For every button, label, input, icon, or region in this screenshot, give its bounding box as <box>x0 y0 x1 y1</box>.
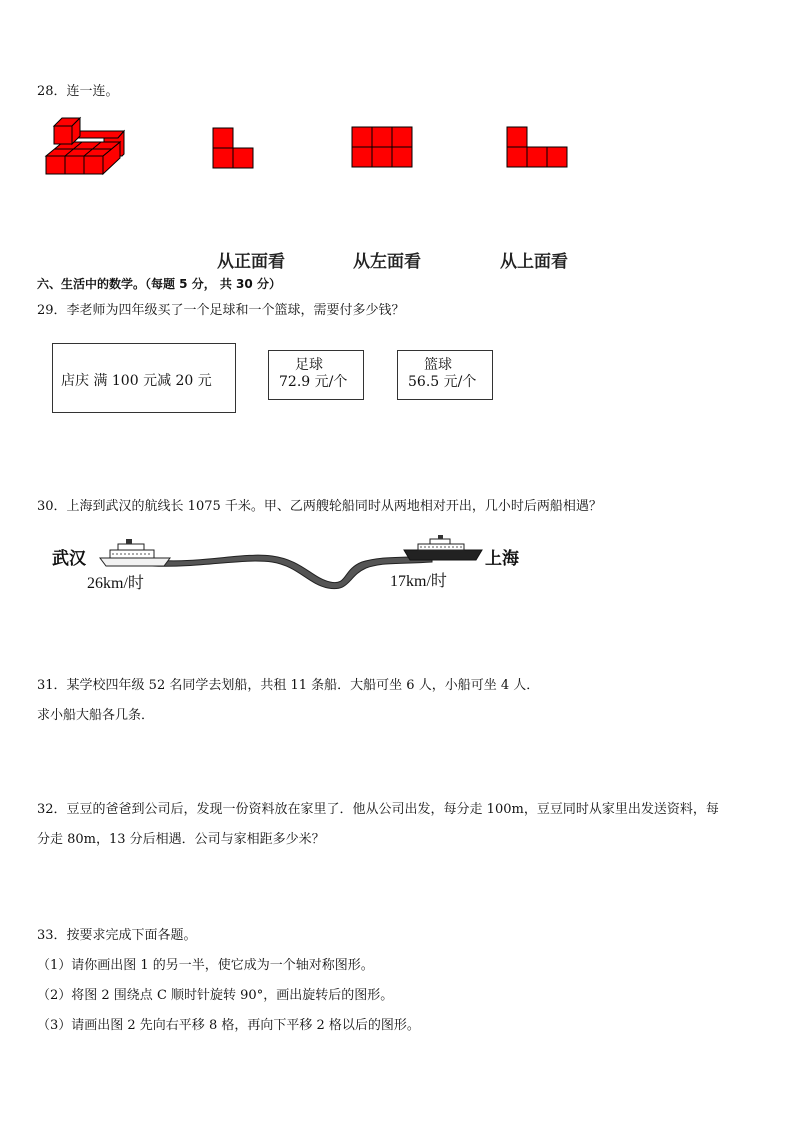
left-ship-icon <box>100 539 170 566</box>
basketball-name: 篮球 <box>424 357 452 373</box>
river-route-diagram <box>92 534 492 594</box>
q32-line1: 32．豆豆的爸爸到公司后，发现一份资料放在家里了．他从公司出发，每分走 100m，豆豆同时从家里出发送资料，每 <box>37 802 719 817</box>
city-shanghai: 上海 <box>485 549 519 569</box>
q33-item-1: （1）请你画出图 1 的另一半，使它成为一个轴对称图形。 <box>37 958 374 973</box>
q31-line2: 求小船大船各几条． <box>37 708 155 723</box>
q28-title: 28．连一连。 <box>37 84 119 99</box>
q33-item-2: （2）将图 2 围绕点 C 顺时针旋转 90°，画出旋转后的图形。 <box>37 988 394 1003</box>
football-price-box <box>268 350 364 400</box>
basketball-price-box <box>397 350 493 400</box>
view-shape-grid <box>351 126 413 170</box>
q31-line1: 31．某学校四年级 52 名同学去划船，共租 11 条船．大船可坐 6 人，小船可坐 4 人． <box>37 678 540 693</box>
promo-box <box>52 343 236 413</box>
view-shape-l-small <box>212 127 256 171</box>
city-wuhan: 武汉 <box>52 549 86 569</box>
football-price: 72.9 元/个 <box>279 374 348 390</box>
view-label-left: 从左面看 <box>353 252 421 272</box>
q29-text: 29．李老师为四年级买了一个足球和一个篮球，需要付多少钱？ <box>37 303 405 318</box>
q30-text: 30．上海到武汉的航线长 1075 千米。甲、乙两艘轮船同时从两地相对开出，几小时后两船相遇？ <box>37 499 602 514</box>
football-name: 足球 <box>295 357 323 373</box>
promo-text: 店庆 满 100 元减 20 元 <box>61 373 212 389</box>
left-speed: 26km/时 <box>87 575 144 592</box>
right-ship-icon <box>404 535 482 560</box>
right-speed: 17km/时 <box>390 573 447 590</box>
view-shape-l-long <box>506 126 570 170</box>
section-6-title: 六、生活中的数学。（每题 5 分， 共 30 分） <box>37 277 281 291</box>
q32-line2: 分走 80m，13 分后相遇．公司与家相距多少米？ <box>37 832 325 847</box>
view-label-front: 从正面看 <box>217 252 285 272</box>
cube-solid-figure <box>44 114 126 176</box>
q33-item-3: （3）请画出图 2 先向右平移 8 格，再向下平移 2 格以后的图形。 <box>37 1018 420 1033</box>
q33-title: 33．按要求完成下面各题。 <box>37 928 197 943</box>
basketball-price: 56.5 元/个 <box>408 374 477 390</box>
view-label-top: 从上面看 <box>500 252 568 272</box>
